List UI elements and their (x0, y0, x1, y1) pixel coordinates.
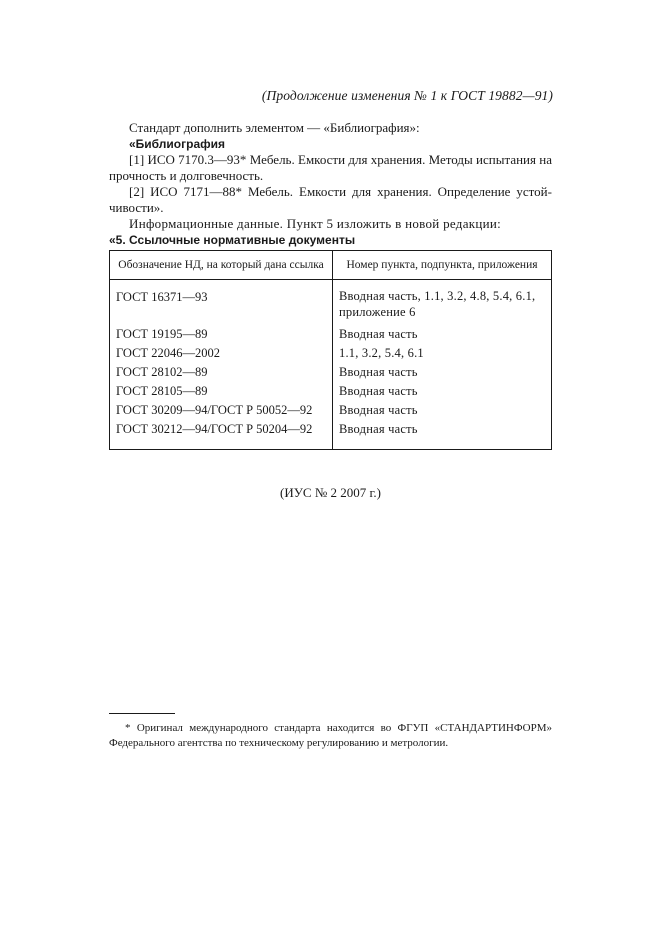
ius-reference: (ИУС № 2 2007 г.) (280, 485, 381, 500)
bibliography-heading (109, 136, 552, 152)
bibliography-heading-text: «Библиография (129, 137, 225, 151)
section-heading-text: «5. Ссылочные нормативные документы (109, 233, 356, 247)
amendment-text (109, 120, 552, 248)
cell-clause: Вводная часть (333, 401, 552, 420)
paragraph-add-bibliography: Стандарт дополнить элементом — «Библиография»: (129, 120, 420, 135)
continuation-header: (Продолжение изменения № 1 к ГОСТ 19882—91) (261, 88, 553, 103)
table-header-row (110, 251, 552, 280)
cell-clause: Вводная часть (333, 420, 552, 450)
table-row (110, 363, 552, 382)
cell-clause: 1.1, 3.2, 5.4, 6.1 (333, 344, 552, 363)
footnote: * Оригинал международного стандарта находится во ФГУП «СТАНДАРТИНФОРМ» Федерального агентства по техническому регулированию и метрологии. (109, 722, 552, 749)
paragraph-info-data: Информационные данные. Пункт 5 изложить в новой редакции: (129, 216, 502, 231)
header-cell-document: Обозначение НД, на который дана ссылка (110, 251, 333, 280)
reference-item-1: [1] ИСО 7170.3—93* Мебель. Емкости для хранения. Методы испытания на прочность и долговечность. (109, 152, 552, 183)
cell-clause: Вводная часть, 1.1, 3.2, 4.8, 5.4, 6.1, приложение 6 (333, 280, 552, 321)
cell-clause: Вводная часть (333, 363, 552, 382)
cell-document: ГОСТ 22046—2002 (110, 344, 333, 363)
cell-document: ГОСТ 30212—94/ГОСТ Р 50204—92 (110, 420, 333, 450)
section-heading (109, 232, 552, 248)
table-row (110, 320, 552, 344)
header-cell-clause: Номер пункта, подпункта, приложения (333, 251, 552, 280)
table-row (110, 420, 552, 450)
table-row (110, 401, 552, 420)
cell-clause: Вводная часть (333, 320, 552, 344)
footnote-divider (109, 713, 175, 714)
reference-item-2: [2] ИСО 7171—88* Мебель. Емкости для хранения. Определение устойчивости». (109, 184, 552, 215)
table-row (110, 280, 552, 321)
table-row (110, 382, 552, 401)
cell-document: ГОСТ 19195—89 (110, 320, 333, 344)
cell-clause: Вводная часть (333, 382, 552, 401)
cell-document: ГОСТ 28105—89 (110, 382, 333, 401)
table-row (110, 344, 552, 363)
normative-references-table (109, 250, 552, 450)
cell-document: ГОСТ 30209—94/ГОСТ Р 50052—92 (110, 401, 333, 420)
cell-document: ГОСТ 16371—93 (110, 280, 333, 321)
cell-document: ГОСТ 28102—89 (110, 363, 333, 382)
